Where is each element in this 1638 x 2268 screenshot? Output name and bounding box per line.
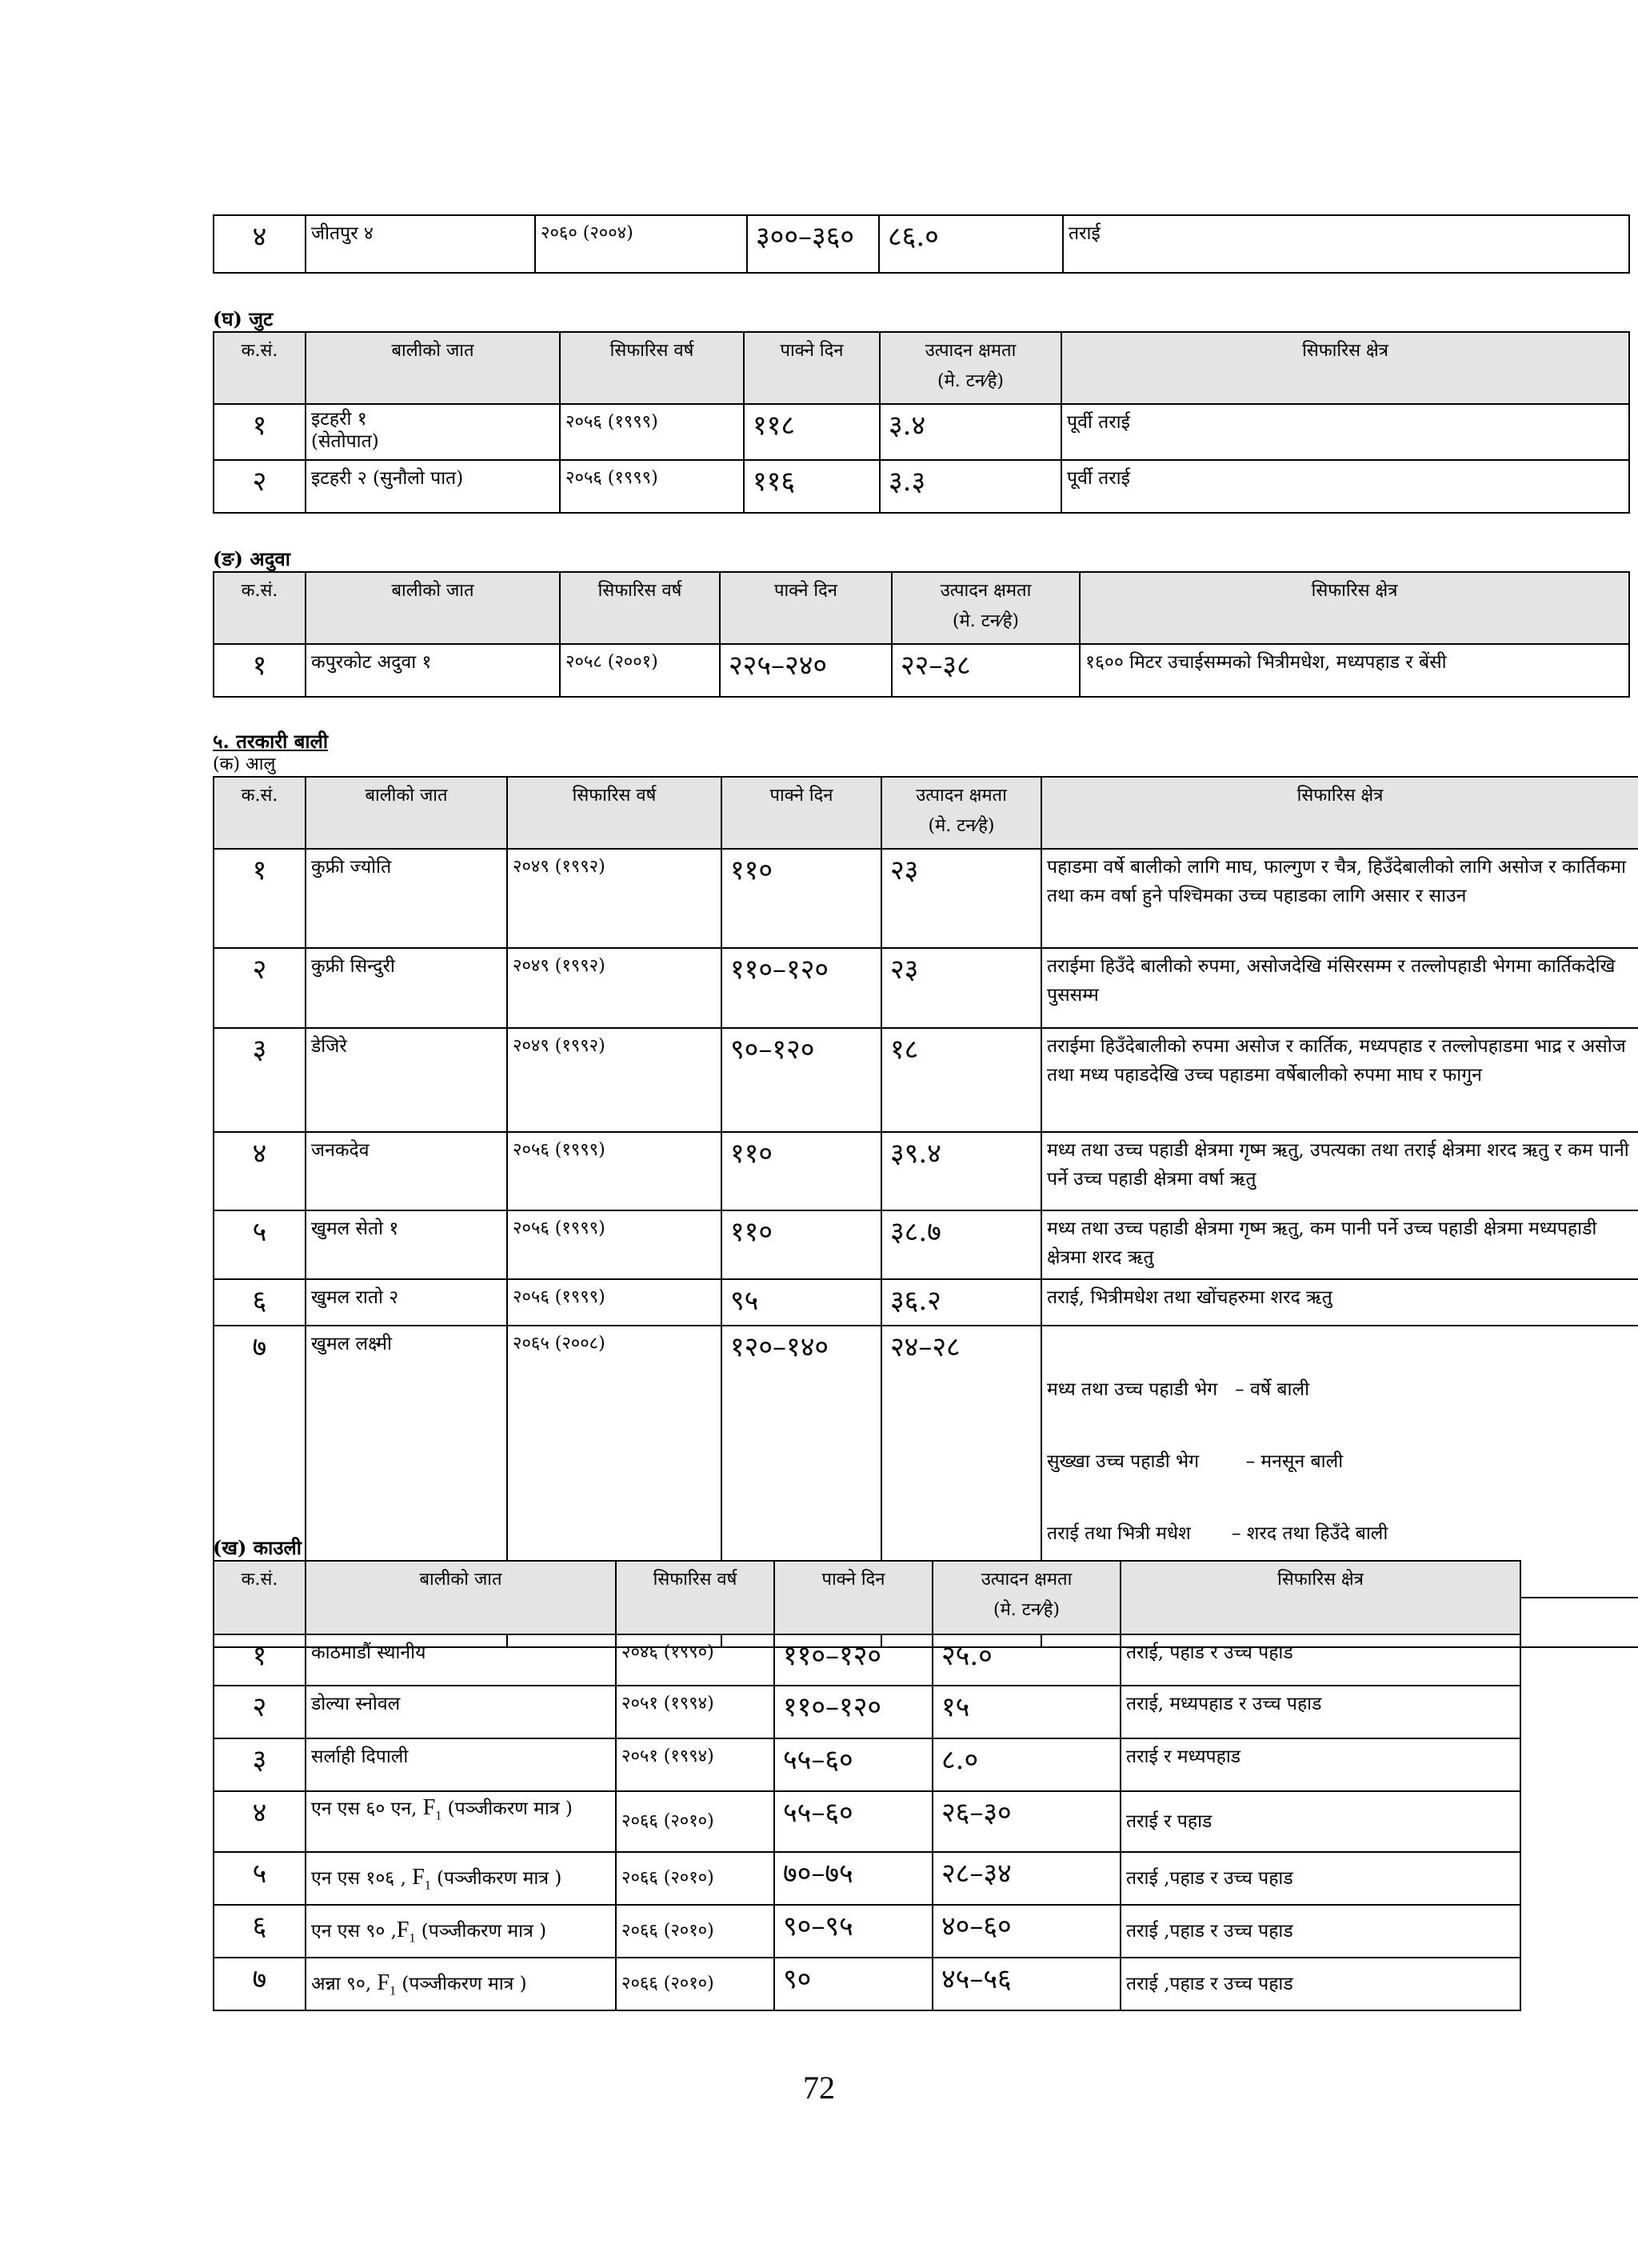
- year-cell: २०४६ (१९९०): [616, 1634, 774, 1686]
- yield-cell: २८–३४: [933, 1852, 1121, 1905]
- year-cell: २०५६ (१९९९): [507, 1279, 721, 1326]
- variety-cell: [306, 404, 560, 460]
- header-variety: बालीको जात: [306, 572, 560, 644]
- days-cell: ९५: [721, 1279, 881, 1326]
- area-cell: तराईमा हिउँदेबालीको रुपमा असोज र कार्तिक, मध्यपहाड र तल्लोपहाडमा भाद्र र असोज तथा मध्य पहाडदेखि उच्च पहाडमा वर्षेबालीको रुपमा माघ र फागुन: [1041, 1028, 1638, 1132]
- table-row: [214, 404, 1629, 460]
- table-row: [214, 948, 1638, 1028]
- header-area: सिफारिस क्षेत्र: [1061, 332, 1629, 404]
- header-days: पाक्ने दिन: [774, 1561, 933, 1634]
- yield-cell: २२–३८: [892, 644, 1080, 697]
- header-days: पाक्ने दिन: [720, 572, 892, 644]
- header-days: पाक्ने दिन: [744, 332, 880, 404]
- header-yield: [880, 332, 1061, 404]
- table-header-row: [214, 572, 1629, 644]
- yield-cell: ४०–६०: [933, 1905, 1121, 1958]
- continuation-table-section: [213, 214, 1630, 274]
- area-cell: तराई, भित्रीमधेश तथा खोंचहरुमा शरद ऋतु: [1041, 1279, 1638, 1326]
- header-variety: बालीको जात: [306, 332, 560, 404]
- area-cell: पहाडमा वर्षे बालीको लागि माघ, फाल्गुण र चैत्र, हिउँदेबालीको लागि असोज र कार्तिकमा तथा कम वर्षा हुने पश्चिमका उच्च पहाडका लागि असार र साउन: [1041, 849, 1638, 948]
- days-cell: ५५–६०: [774, 1791, 933, 1852]
- page-number: 72: [803, 2070, 835, 2106]
- serial-cell: १: [214, 1634, 306, 1686]
- serial-cell: २: [214, 948, 306, 1028]
- header-days: पाक्ने दिन: [721, 777, 881, 849]
- f1-hybrid-mark: [422, 1795, 442, 1823]
- variety-name: एन एस ६० एन,: [311, 1798, 423, 1819]
- f1-hybrid-mark: [412, 1865, 431, 1893]
- yield-cell: ३९.४: [881, 1132, 1041, 1210]
- variety-cell: खुमल रातो २: [306, 1279, 507, 1326]
- header-serial: क.सं.: [214, 572, 306, 644]
- days-cell: ९०–१२०: [721, 1028, 881, 1132]
- serial-cell: २: [214, 460, 306, 513]
- yield-cell: २६–३०: [933, 1791, 1121, 1852]
- yield-cell: ३.३: [880, 460, 1061, 513]
- f1-hybrid-mark: [377, 1970, 397, 1998]
- year-cell: २०६६ (२०१०): [616, 1791, 774, 1852]
- header-yield-line1: उत्पादन क्षमता: [916, 786, 1007, 806]
- table-row: [214, 644, 1629, 697]
- variety-note: (सेतोपात): [311, 431, 379, 452]
- variety-note: (पञ्जीकरण मात्र ): [430, 1868, 562, 1890]
- variety-cell: [306, 1958, 616, 2010]
- table-row: [214, 849, 1638, 948]
- area-cell: पूर्वी तराई: [1061, 404, 1629, 460]
- table-row: [214, 1791, 1520, 1852]
- variety-cell: कुफ्री सिन्दुरी: [306, 948, 507, 1028]
- year-cell: २०६६ (२०१०): [616, 1905, 774, 1958]
- yield-cell: २३: [881, 948, 1041, 1028]
- table-row: [214, 215, 1629, 273]
- days-cell: ११०–१२०: [774, 1634, 933, 1686]
- header-area: सिफारिस क्षेत्र: [1041, 777, 1638, 849]
- area-cell: तराई र मध्यपहाड: [1121, 1738, 1520, 1791]
- serial-cell: ४: [214, 1132, 306, 1210]
- serial-cell: ७: [214, 1958, 306, 2010]
- days-cell: ११०: [721, 1132, 881, 1210]
- header-year: सिफारिस वर्ष: [560, 332, 744, 404]
- area-cell: तराई, मध्यपहाड र उच्च पहाड: [1121, 1686, 1520, 1738]
- serial-cell: ३: [214, 1738, 306, 1791]
- year-cell: २०६६ (२०१०): [616, 1958, 774, 2010]
- header-variety: बालीको जात: [306, 777, 507, 849]
- area-cell: तराई र पहाड: [1121, 1791, 1520, 1852]
- area-cell: पूर्वी तराई: [1061, 460, 1629, 513]
- serial-cell: ५: [214, 1210, 306, 1279]
- header-serial: क.सं.: [214, 777, 306, 849]
- area-cell: तराई ,पहाड र उच्च पहाड: [1121, 1852, 1520, 1905]
- ginger-table: [213, 571, 1630, 698]
- variety-cell: डोल्या स्नोवल: [306, 1686, 616, 1738]
- days-cell: ७०–७५: [774, 1852, 933, 1905]
- header-serial: क.सं.: [214, 332, 306, 404]
- variety-cell: [306, 1905, 616, 1958]
- area-cell: मध्य तथा उच्च पहाडी क्षेत्रमा गृष्म ऋतु, कम पानी पर्ने उच्च पहाडी क्षेत्रमा मध्यपहाडी क्षेत्रमा शरद ऋतु: [1041, 1210, 1638, 1279]
- area-cell: तराई, पहाड र उच्च पहाड: [1121, 1634, 1520, 1686]
- year-cell: २०५१ (१९९४): [616, 1738, 774, 1791]
- f1-subscript: 1: [435, 1809, 442, 1823]
- year-cell: २०६५ (२००८): [507, 1326, 721, 1598]
- year-cell: २०६० (२००४): [535, 215, 747, 273]
- days-cell: ३००–३६०: [747, 215, 879, 273]
- header-area: सिफारिस क्षेत्र: [1121, 1561, 1520, 1634]
- header-area: सिफारिस क्षेत्र: [1080, 572, 1629, 644]
- serial-cell: १: [214, 644, 306, 697]
- year-cell: २०५८ (२००१): [560, 644, 720, 697]
- table-row: [214, 1634, 1520, 1686]
- jute-table: [213, 331, 1630, 514]
- days-cell: ५५–६०: [774, 1738, 933, 1791]
- potato-table: [213, 776, 1638, 1648]
- header-yield: [892, 572, 1080, 644]
- header-variety: बालीको जात: [306, 1561, 616, 1634]
- header-yield-unit: (मे. टन⁄हे): [937, 371, 1004, 391]
- days-cell: ११०–१२०: [721, 948, 881, 1028]
- variety-cell: [306, 1852, 616, 1905]
- variety-cell: जीतपुर ४: [306, 215, 535, 273]
- f1-subscript: 1: [390, 1985, 397, 1998]
- f1-subscript: 1: [409, 1932, 416, 1946]
- variety-name: एन एस १०६ ,: [311, 1868, 413, 1890]
- header-yield-line1: उत्पादन क्षमता: [981, 1570, 1073, 1590]
- table-row: [214, 1028, 1638, 1132]
- area-cell: तराई ,पहाड र उच्च पहाड: [1121, 1958, 1520, 2010]
- yield-cell: २४–२८: [881, 1326, 1041, 1598]
- variety-note: (पञ्जीकरण मात्र ): [396, 1974, 527, 1995]
- variety-cell: कुफ्री ज्योति: [306, 849, 507, 948]
- variety-cell: काठमाडौं स्थानीय: [306, 1634, 616, 1686]
- year-cell: २०६६ (२०१०): [616, 1852, 774, 1905]
- table-header-row: [214, 332, 1629, 404]
- section-heading: ५. तरकारी बाली: [213, 730, 329, 753]
- table-row: [214, 1852, 1520, 1905]
- header-yield-line1: उत्पादन क्षमता: [940, 581, 1032, 601]
- table-row: [214, 1686, 1520, 1738]
- table-row: [214, 1210, 1638, 1279]
- table-header-row: [214, 777, 1638, 849]
- serial-cell: ६: [214, 1905, 306, 1958]
- yield-cell: ४५–५६: [933, 1958, 1121, 2010]
- year-cell: २०५१ (१९९४): [616, 1686, 774, 1738]
- header-yield-line1: उत्पादन क्षमता: [925, 341, 1017, 361]
- variety-cell: [306, 1791, 616, 1852]
- area-cell: मध्य तथा उच्च पहाडी क्षेत्रमा गृष्म ऋतु, उपत्यका तथा तराई क्षेत्रमा शरद ऋतु र कम पानी पर्ने उच्च पहाडी क्षेत्रमा वर्षा ऋतु: [1041, 1132, 1638, 1210]
- variety-name: अन्ना ९०,: [311, 1974, 378, 1995]
- year-cell: २०५६ (१९९९): [507, 1132, 721, 1210]
- f1-hybrid-mark: [396, 1918, 416, 1946]
- variety-cell: खुमल सेतो १: [306, 1210, 507, 1279]
- cauliflower-table: [213, 1560, 1521, 2011]
- area-cell: तराई ,पहाड र उच्च पहाड: [1121, 1905, 1520, 1958]
- serial-cell: ७: [214, 1326, 306, 1598]
- days-cell: २२५–२४०: [720, 644, 892, 697]
- days-cell: ११८: [744, 404, 880, 460]
- serial-cell: १: [214, 404, 306, 460]
- header-yield-unit: (मे. टन⁄हे): [993, 1600, 1060, 1620]
- days-cell: ११०: [721, 849, 881, 948]
- variety-name: इटहरी १: [311, 409, 367, 430]
- yield-cell: ८६.०: [879, 215, 1063, 273]
- table-row: [214, 1738, 1520, 1791]
- subsection-heading: (ख) काउली: [213, 1536, 302, 1559]
- days-cell: ९०: [774, 1958, 933, 2010]
- header-yield: [881, 777, 1041, 849]
- header-yield-unit: (मे. टन⁄हे): [953, 611, 1019, 631]
- continuation-table: [213, 214, 1630, 274]
- area-line: तराई तथा भित्री मधेश – शरद तथा हिउँदे बाली: [1047, 1523, 1388, 1544]
- serial-cell: ६: [214, 1279, 306, 1326]
- area-line: सुख्खा उच्च पहाडी भेग – मनसून बाली: [1047, 1451, 1344, 1472]
- section-heading: (ङ) अदुवा: [213, 547, 290, 570]
- area-line: मध्य तथा उच्च पहाडी भेग – वर्षे बाली: [1047, 1379, 1310, 1400]
- header-yield-unit: (मे. टन⁄हे): [928, 816, 995, 836]
- variety-cell: खुमल लक्ष्मी: [306, 1326, 507, 1598]
- year-cell: २०४९ (१९९२): [507, 849, 721, 948]
- f1-letter: F: [377, 1970, 390, 1996]
- area-cell: १६०० मिटर उचाईसम्मको भित्रीमधेश, मध्यपहाड र बेंसी: [1080, 644, 1629, 697]
- yield-cell: १८: [881, 1028, 1041, 1132]
- yield-cell: २३: [881, 849, 1041, 948]
- f1-letter: F: [396, 1918, 410, 1943]
- serial-cell: ५: [214, 1852, 306, 1905]
- vegetable-section: [213, 730, 1638, 1648]
- days-cell: १२०–१४०: [721, 1326, 881, 1598]
- area-cell: तराई: [1063, 215, 1629, 273]
- table-row: [214, 1905, 1520, 1958]
- variety-cell: इटहरी २ (सुनौलो पात): [306, 460, 560, 513]
- variety-cell: जनकदेव: [306, 1132, 507, 1210]
- table-row: [214, 460, 1629, 513]
- header-year: सिफारिस वर्ष: [616, 1561, 774, 1634]
- variety-name: एन एस ९० ,: [311, 1921, 397, 1942]
- header-serial: क.सं.: [214, 1561, 306, 1634]
- serial-cell: १: [214, 849, 306, 948]
- days-cell: ९०–९५: [774, 1905, 933, 1958]
- yield-cell: ३.४: [880, 404, 1061, 460]
- days-cell: ११०–१२०: [774, 1686, 933, 1738]
- year-cell: २०५६ (१९९९): [507, 1210, 721, 1279]
- header-yield: [933, 1561, 1121, 1634]
- ginger-section: [213, 547, 1630, 698]
- serial-cell: ४: [214, 215, 306, 273]
- year-cell: २०४९ (१९९२): [507, 948, 721, 1028]
- f1-subscript: 1: [424, 1879, 431, 1893]
- table-row: [214, 1958, 1520, 2010]
- yield-cell: ८.०: [933, 1738, 1121, 1791]
- variety-cell: डेजिरे: [306, 1028, 507, 1132]
- f1-letter: F: [422, 1795, 436, 1820]
- yield-cell: ३६.२: [881, 1279, 1041, 1326]
- header-year: सिफारिस वर्ष: [507, 777, 721, 849]
- yield-cell: १५: [933, 1686, 1121, 1738]
- table-row: [214, 1132, 1638, 1210]
- variety-cell: कपुरकोट अदुवा १: [306, 644, 560, 697]
- section-heading: (घ) जुट: [213, 307, 274, 330]
- year-cell: २०५६ (१९९९): [560, 404, 744, 460]
- yield-cell: २५.०: [933, 1634, 1121, 1686]
- year-cell: २०४९ (१९९२): [507, 1028, 721, 1132]
- table-header-row: [214, 1561, 1520, 1634]
- area-cell: तराईमा हिउँदे बालीको रुपमा, असोजदेखि मंसिरसम्म र तल्लोपहाडी भेगमा कार्तिकदेखि पुससम्म: [1041, 948, 1638, 1028]
- cauliflower-section: [213, 1536, 1521, 2011]
- yield-cell: ३८.७: [881, 1210, 1041, 1279]
- days-cell: ११६: [744, 460, 880, 513]
- jute-section: [213, 307, 1630, 514]
- serial-cell: २: [214, 1686, 306, 1738]
- year-cell: २०५६ (१९९९): [560, 460, 744, 513]
- variety-cell: सर्लाही दिपाली: [306, 1738, 616, 1791]
- days-cell: ११०: [721, 1210, 881, 1279]
- header-year: सिफारिस वर्ष: [560, 572, 720, 644]
- table-row: [214, 1279, 1638, 1326]
- variety-note: (पञ्जीकरण मात्र ): [441, 1798, 573, 1819]
- serial-cell: ४: [214, 1791, 306, 1852]
- f1-letter: F: [412, 1865, 425, 1890]
- subsection-heading: (क) आलु: [213, 754, 276, 774]
- serial-cell: ३: [214, 1028, 306, 1132]
- variety-note: (पञ्जीकरण मात्र ): [415, 1921, 547, 1942]
